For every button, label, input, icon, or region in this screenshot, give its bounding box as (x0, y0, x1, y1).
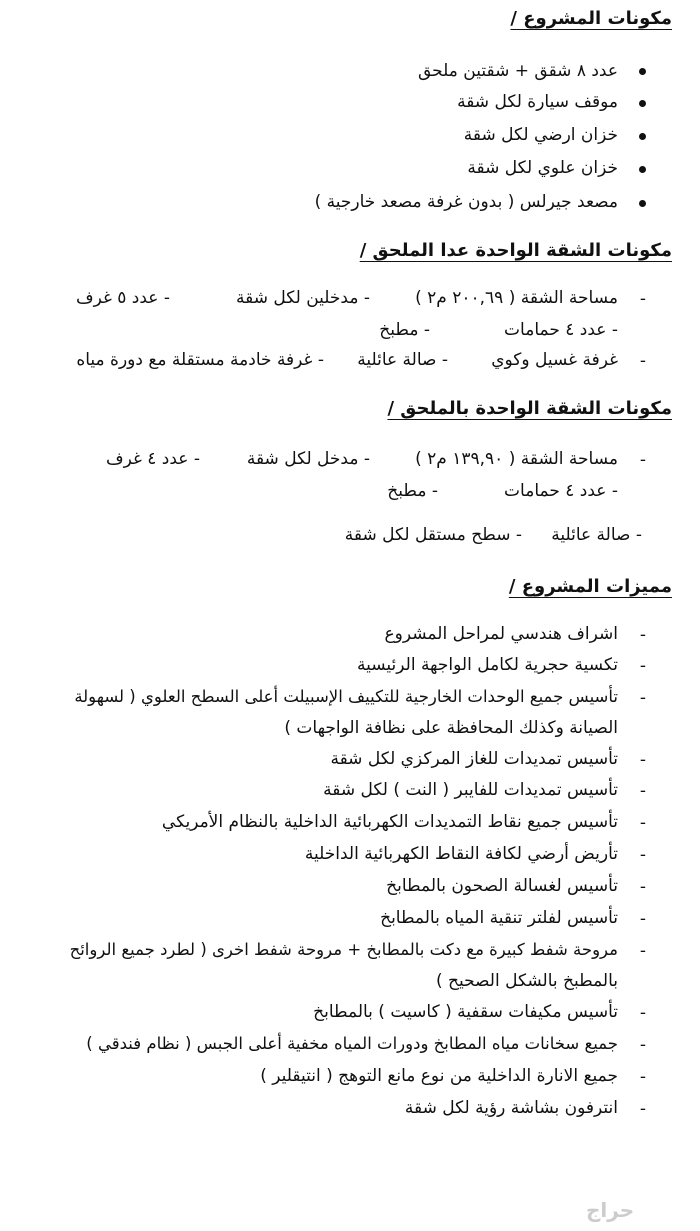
list-item-text: مصعد جيرلس ( بدون غرفة مصعد خارجية ) (314, 192, 618, 212)
annex-roof: - سطح مستقل لكل شقة (344, 525, 522, 545)
section-title-components: مكونات المشروع / (510, 8, 672, 29)
dash-marker: - (639, 1067, 646, 1087)
apartment-bathrooms: - عدد ٤ حمامات (504, 320, 618, 340)
bullet-icon (639, 100, 646, 107)
list-item-text: مروحة شفط كبيرة مع دكت بالمطابخ + مروحة شفط اخرى ( لطرد جميع الروائح (69, 940, 618, 959)
dash-marker: - (639, 688, 646, 708)
list-item-text: عدد ٨ شقق + شقتين ملحق (418, 61, 618, 81)
list-item-text: جميع الانارة الداخلية من نوع مانع التوهج ( انتيقلير ) (260, 1066, 618, 1086)
annex-family-hall: - صالة عائلية (551, 525, 642, 545)
section-title-apartment-annex: مكونات الشقة الواحدة بالملحق / (387, 398, 672, 419)
list-item-text: تأسيس لغسالة الصحون بالمطابخ (386, 876, 618, 896)
list-item-text: تكسية حجرية لكامل الواجهة الرئيسية (356, 655, 618, 675)
dash-marker: - (639, 877, 646, 897)
section-title-apartment-standard: مكونات الشقة الواحدة عدا الملحق / (359, 240, 672, 261)
section-title-features: مميزات المشروع / (508, 576, 672, 597)
bullet-icon (639, 133, 646, 140)
dash-marker: - (639, 351, 646, 371)
list-item-text: موقف سيارة لكل شقة (457, 92, 618, 112)
apartment-laundry: غرفة غسيل وكوي (491, 350, 618, 370)
dash-marker: - (639, 750, 646, 770)
annex-bathrooms: - عدد ٤ حمامات (504, 481, 618, 501)
list-item-text: تأسيس تمديدات للفايبر ( النت ) لكل شقة (323, 780, 618, 800)
annex-entrance: - مدخل لكل شقة (246, 449, 370, 469)
apartment-maid-room: - غرفة خادمة مستقلة مع دورة مياه (76, 350, 324, 370)
list-item-text: انترفون بشاشة رؤية لكل شقة (404, 1098, 618, 1118)
apartment-rooms: - عدد ٥ غرف (75, 288, 170, 308)
dash-marker: - (639, 656, 646, 676)
dash-marker: - (639, 909, 646, 929)
haraj-watermark: حراج (586, 1198, 635, 1222)
dash-marker: - (639, 781, 646, 801)
list-item-text: خزان ارضي لكل شقة (463, 125, 618, 145)
list-item-text: تأسيس تمديدات للغاز المركزي لكل شقة (330, 749, 618, 769)
list-item-text: تأريض أرضي لكافة النقاط الكهربائية الداخلية (304, 844, 618, 864)
apartment-entrances: - مدخلين لكل شقة (236, 288, 370, 308)
dash-marker: - (639, 941, 646, 961)
apartment-area: مساحة الشقة ( ٢٠٠,٦٩ م٢ ) (415, 288, 618, 308)
apartment-family-hall: - صالة عائلية (357, 350, 448, 370)
list-item-text: جميع سخانات مياه المطابخ ودورات المياه مخفية أعلى الجبس ( نظام فندقي ) (86, 1034, 618, 1053)
dash-marker: - (639, 1099, 646, 1119)
list-item-text: تأسيس جميع نقاط التمديدات الكهربائية الداخلية بالنظام الأمريكي (161, 812, 618, 832)
dash-marker: - (639, 1003, 646, 1023)
dash-marker: - (639, 625, 646, 645)
dash-marker: - (639, 845, 646, 865)
annex-kitchen: - مطبخ (387, 481, 438, 501)
annex-rooms: - عدد ٤ غرف (105, 449, 200, 469)
dash-marker: - (639, 813, 646, 833)
bullet-icon (639, 166, 646, 173)
apartment-kitchen: - مطبخ (379, 320, 430, 340)
dash-marker: - (639, 289, 646, 309)
list-item-text-continued: بالمطبخ بالشكل الصحيح ) (435, 971, 618, 991)
bullet-icon (639, 68, 646, 75)
annex-area: مساحة الشقة ( ١٣٩,٩٠ م٢ ) (415, 449, 618, 469)
list-item-text: اشراف هندسي لمراحل المشروع (384, 624, 618, 644)
list-item-text: تأسيس لفلتر تنقية المياه بالمطابخ (380, 908, 618, 928)
dash-marker: - (639, 1035, 646, 1055)
list-item-text: تأسيس جميع الوحدات الخارجية للتكييف الإسبيلت أعلى السطح العلوي ( لسهولة (74, 687, 618, 706)
dash-marker: - (639, 450, 646, 470)
list-item-text: خزان علوي لكل شقة (467, 158, 618, 178)
list-item-text: تأسيس مكيفات سقفية ( كاسيت ) بالمطابخ (313, 1002, 618, 1022)
bullet-icon (639, 200, 646, 207)
list-item-text-continued: الصيانة وكذلك المحافظة على نظافة الواجهات ) (284, 718, 618, 738)
